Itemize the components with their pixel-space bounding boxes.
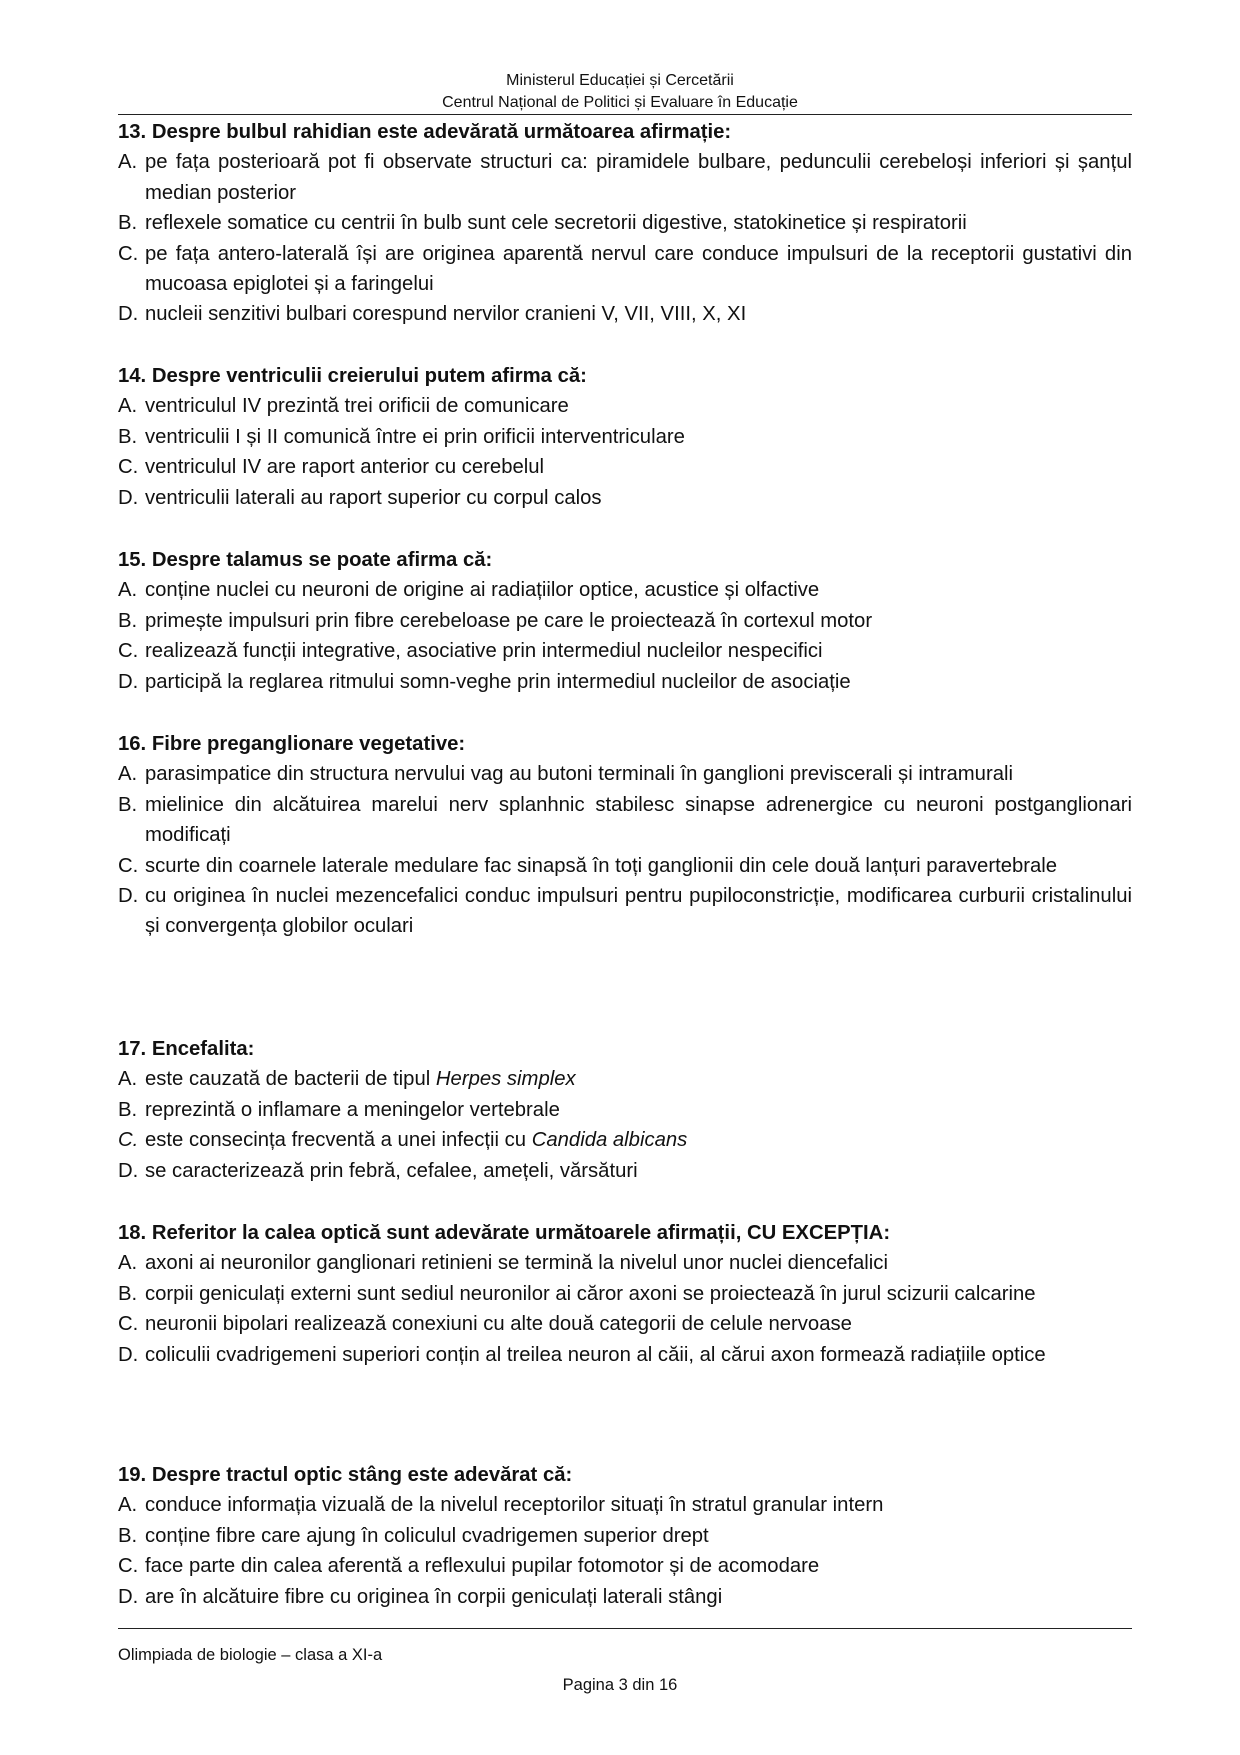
option-text: nucleii senzitivi bulbari corespund nervilor cranieni V, VII, VIII, X, XI [145, 303, 747, 326]
option-text: coliculii cvadrigemeni superiori conțin al treilea neuron al căii, al cărui axon formează radiațiile optice [145, 1343, 1046, 1366]
option-letter: C. [118, 640, 139, 663]
answer-option [118, 790, 1132, 851]
option-letter: B. [118, 609, 138, 632]
answer-option [118, 667, 1132, 697]
option-letter: D. [118, 1585, 139, 1608]
option-text: primește impulsuri prin fibre cerebeloase pe care le proiectează în cortexul motor [145, 609, 873, 632]
answer-option [118, 1582, 1132, 1612]
answer-option [118, 1521, 1132, 1551]
question-title: 19. Despre tractul optic stâng este adevărat că: [118, 1464, 573, 1486]
option-letter: C. [118, 1555, 139, 1578]
option-letter: B. [118, 1282, 138, 1305]
option-letter: D. [118, 1343, 139, 1366]
option-letter: A. [118, 1068, 138, 1091]
answer-option [118, 452, 1132, 482]
option-letter: C. [118, 456, 139, 479]
option-letter: D. [118, 486, 139, 509]
question-title: 16. Fibre preganglionare vegetative: [118, 733, 466, 755]
option-letter: C. [118, 1313, 139, 1336]
option-letter: A. [118, 1494, 138, 1517]
option-text: conține nuclei cu neuroni de origine ai radiațiilor optice, acustice și olfactive [145, 579, 820, 602]
answer-option [118, 851, 1132, 881]
answer-option [118, 881, 1132, 942]
header-divider [118, 114, 1132, 115]
page-number: Pagina 3 din 16 [562, 1676, 678, 1694]
option-letter: D. [118, 303, 139, 326]
answer-option [118, 1551, 1132, 1581]
option-letter: A. [118, 763, 138, 786]
header-center: Centrul Național de Politici și Evaluare în Educație [442, 94, 798, 111]
option-text: neuronii bipolari realizează conexiuni cu alte două categorii de celule nervoase [145, 1313, 852, 1336]
option-letter: A. [118, 395, 138, 418]
option-letter: D. [118, 670, 139, 693]
option-text: realizează funcții integrative, asociative prin intermediul nucleilor nespecifici [145, 640, 823, 663]
option-text: ventriculii laterali au raport superior cu corpul calos [145, 486, 602, 509]
question-title: 15. Despre talamus se poate afirma că: [118, 549, 493, 571]
option-text: pe fața antero-laterală își are originea aparentă nervul care conduce impulsuri de la receptorii gustativi din mucoasa epiglotei și a faringelui [145, 242, 1132, 296]
answer-option [118, 391, 1132, 421]
option-letter: B. [118, 212, 138, 235]
answer-option [118, 1095, 1132, 1125]
option-text: conține fibre care ajung în coliculul cvadrigemen superior drept [145, 1524, 709, 1547]
option-letter: B. [118, 1524, 138, 1547]
option-text: mielinice din alcătuirea marelui nerv splanhnic stabilesc sinapse adrenergice cu neuroni postganglionari modificați [145, 793, 1132, 847]
species-name: Candida albicans [531, 1129, 688, 1152]
option-text: axoni ai neuronilor ganglionari retinieni se termină la nivelul unor nuclei diencefalici [145, 1252, 888, 1275]
option-letter: D. [118, 885, 139, 908]
answer-option [118, 422, 1132, 452]
option-letter: C. [118, 1129, 139, 1152]
option-letter: A. [118, 151, 138, 174]
option-text: se caracterizează prin febră, cefalee, amețeli, vărsături [145, 1159, 638, 1182]
question-title: 18. Referitor la calea optică sunt adevărate următoarele afirmații, CU EXCEPȚIA: [118, 1222, 891, 1244]
answer-option [118, 239, 1132, 300]
option-text: ventriculul IV prezintă trei orificii de comunicare [145, 395, 569, 418]
answer-option [118, 208, 1132, 238]
question-16 [118, 729, 1132, 942]
option-letter: B. [118, 793, 138, 816]
answer-option [118, 1156, 1132, 1186]
question-15 [118, 545, 1132, 697]
option-text: face parte din calea aferentă a reflexului pupilar fotomotor și de acomodare [145, 1555, 820, 1578]
footer-title: Olimpiada de biologie – clasa a XI-a [118, 1646, 383, 1664]
option-text: scurte din coarnele laterale medulare fac sinapsă în toți ganglionii din cele două lanțuri paravertebrale [145, 854, 1058, 877]
option-text: reflexele somatice cu centrii în bulb sunt cele secretorii digestive, statokinetice și respiratorii [145, 212, 967, 235]
option-letter: C. [118, 242, 139, 265]
species-name: Herpes simplex [435, 1068, 576, 1091]
question-19 [118, 1460, 1132, 1612]
option-text: cu originea în nuclei mezencefalici conduc impulsuri pentru pupiloconstricție, modificarea curburii cristalinului și convergența globilor oculari [145, 885, 1132, 938]
answer-option [118, 147, 1132, 208]
answer-option [118, 1490, 1132, 1520]
answer-option [118, 1279, 1132, 1309]
answer-option [118, 1340, 1132, 1370]
option-text: conduce informația vizuală de la nivelul receptorilor situați în stratul granular intern [145, 1494, 884, 1517]
footer-divider [118, 1628, 1132, 1629]
answer-option [118, 575, 1132, 605]
answer-option [118, 1064, 1132, 1094]
question-18 [118, 1218, 1132, 1370]
option-letter: D. [118, 1159, 139, 1182]
question-13 [118, 117, 1132, 330]
option-text: corpii geniculați externi sunt sediul neuronilor ai căror axoni se proiectează în jurul scizurii calcarine [145, 1282, 1036, 1305]
question-title: 17. Encefalita: [118, 1038, 255, 1060]
header-ministry: Ministerul Educației și Cercetării [506, 72, 734, 89]
question-title: 14. Despre ventriculii creierului putem afirma că: [118, 365, 587, 387]
question-title: 13. Despre bulbul rahidian este adevărată următoarea afirmație: [118, 121, 732, 143]
option-text: are în alcătuire fibre cu originea în corpii geniculați laterali stângi [145, 1585, 723, 1608]
answer-option [118, 1309, 1132, 1339]
question-14 [118, 361, 1132, 513]
option-text: este consecința frecventă a unei infecții cu Candida albicans [145, 1129, 688, 1152]
answer-option [118, 1125, 1132, 1155]
answer-option [118, 606, 1132, 636]
option-text: ventriculul IV are raport anterior cu cerebelul [145, 456, 545, 479]
question-17 [118, 1034, 1132, 1186]
option-text: parasimpatice din structura nervului vag au butoni terminali în ganglioni previscerali și intramurali [145, 763, 1014, 786]
option-text: participă la reglarea ritmului somn-veghe prin intermediul nucleilor de asociație [145, 670, 851, 693]
answer-option [118, 299, 1132, 329]
option-letter: B. [118, 1098, 138, 1121]
answer-option [118, 759, 1132, 789]
option-text: ventriculii I și II comunică între ei prin orificii interventriculare [145, 425, 685, 448]
option-letter: A. [118, 1252, 138, 1275]
answer-option [118, 636, 1132, 666]
option-text: este cauzată de bacterii de tipul Herpes simplex [145, 1068, 576, 1091]
answer-option [118, 1248, 1132, 1278]
option-letter: C. [118, 854, 139, 877]
option-letter: A. [118, 579, 138, 602]
option-letter: B. [118, 425, 138, 448]
answer-option [118, 483, 1132, 513]
option-text: pe fața posterioară pot fi observate structuri ca: piramidele bulbare, pedunculii cerebeloși inferiori și șanțul median posterior [145, 151, 1132, 204]
option-text: reprezintă o inflamare a meningelor vertebrale [145, 1098, 560, 1121]
